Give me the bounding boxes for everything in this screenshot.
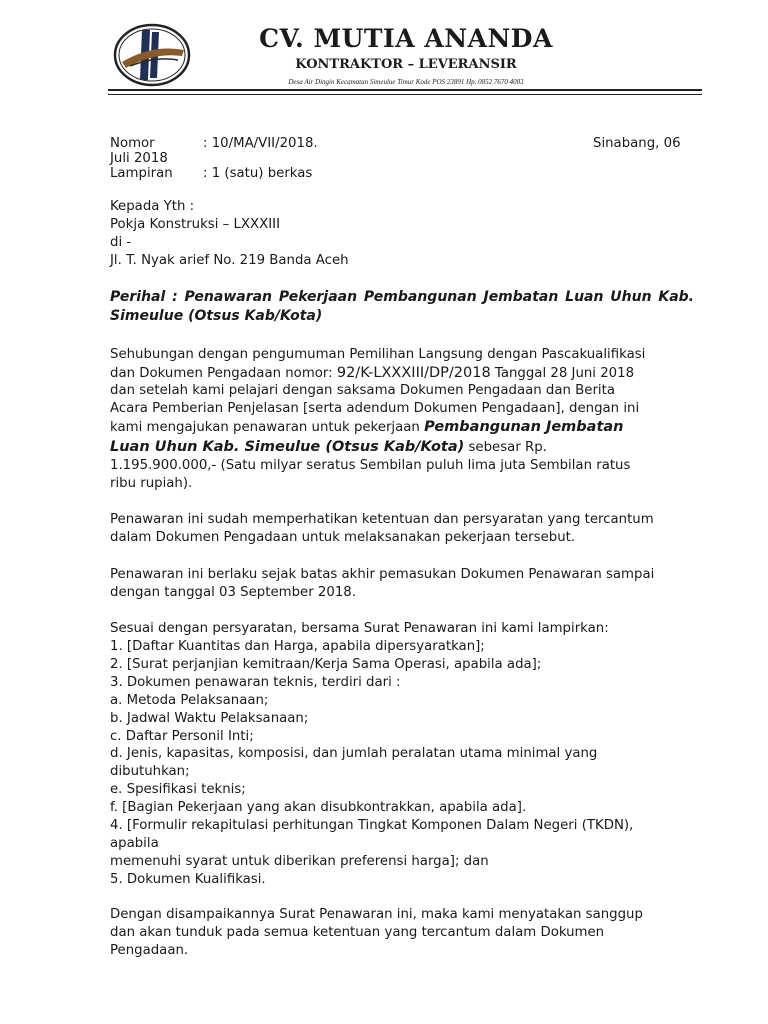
- company-address: Desa Air Dingin Kecamatan Simeulue Timur Kode POS 23891 Hp. 0852 7670 4083: [288, 78, 524, 86]
- list-item: b. Jadwal Waktu Pelaksanaan;: [110, 711, 309, 726]
- p1-line5: kami mengajukan penawaran untuk pekerjaan Pembangunan Jembatan: [110, 419, 624, 435]
- subject-line: Perihal : Penawaran Pekerjaan Pembangunan Jembatan Luan Uhun Kab. Simeulue (Otsus Kab/Kota): [110, 289, 694, 324]
- p1-line8: ribu rupiah).: [110, 476, 193, 491]
- list-item: 3. Dokumen penawaran teknis, terdiri dari :: [110, 675, 401, 690]
- closing-line1: Dengan disampaikannya Surat Penawaran ini, maka kami menyatakan sanggup: [110, 907, 643, 922]
- company-subtitle: KONTRAKTOR – LEVERANSIR: [295, 57, 517, 72]
- company-name: CV. MUTIA ANANDA: [259, 24, 553, 53]
- list-item: 2. [Surat perjanjian kemitraan/Kerja Sama Operasi, apabila ada];: [110, 657, 542, 672]
- recipient-name: Pokja Konstruksi – LXXXIII: [110, 217, 281, 232]
- attachments-intro: Sesuai dengan persyaratan, bersama Surat Penawaran ini kami lampirkan:: [110, 621, 609, 636]
- p1-line1: Sehubungan dengan pengumuman Pemilihan Langsung dengan Pascakualifikasi: [110, 347, 646, 362]
- p1-line7: 1.195.900.000,- (Satu milyar seratus Sembilan puluh lima juta Sembilan ratus: [110, 458, 631, 473]
- place-date-cont: Juli 2018: [110, 151, 168, 166]
- header-rule-thin: [108, 94, 702, 95]
- list-item: a. Metoda Pelaksanaan;: [110, 693, 269, 708]
- list-item-cont: memenuhi syarat untuk diberikan preferensi harga]; dan: [110, 854, 489, 869]
- place-date: Sinabang, 06: [593, 136, 681, 151]
- recipient-address: Jl. T. Nyak arief No. 219 Banda Aceh: [110, 253, 349, 268]
- project-name-part2: Luan Uhun Kab. Simeulue (Otsus Kab/Kota): [110, 439, 465, 455]
- recipient-greeting: Kepada Yth :: [110, 199, 195, 214]
- p1-line4: Acara Pemberian Penjelasan [serta adendum Dokumen Pengadaan], dengan ini: [110, 401, 640, 416]
- list-item: c. Daftar Personil Inti;: [110, 729, 254, 744]
- lampiran-label: Lampiran: [110, 166, 173, 181]
- list-item: 1. [Daftar Kuantitas dan Harga, apabila dipersyaratkan];: [110, 639, 485, 654]
- company-logo-icon: [112, 22, 192, 88]
- list-item: 5. Dokumen Kualifikasi.: [110, 872, 266, 887]
- closing-line2: dan akan tunduk pada semua ketentuan yang tercantum dalam Dokumen: [110, 925, 605, 940]
- p2-line1: Penawaran ini sudah memperhatikan ketentuan dan persyaratan yang tercantum: [110, 512, 654, 527]
- p1-line2: dan Dokumen Pengadaan nomor: 92/K-LXXXIII/DP/2018 Tanggal 28 Juni 2018: [110, 365, 635, 381]
- p2-line2: dalam Dokumen Pengadaan untuk melaksanakan pekerjaan tersebut.: [110, 530, 576, 545]
- dokumen-number: 92/K-LXXXIII/DP/2018: [336, 365, 491, 381]
- list-item: 4. [Formulir rekapitulasi perhitungan Tingkat Komponen Dalam Negeri (TKDN),: [110, 818, 634, 833]
- lampiran-value: : 1 (satu) berkas: [203, 166, 313, 181]
- p3-line1: Penawaran ini berlaku sejak batas akhir pemasukan Dokumen Penawaran sampai: [110, 567, 655, 582]
- header-rule-thick: [108, 89, 702, 91]
- list-item: d. Jenis, kapasitas, komposisi, dan jumlah peralatan utama minimal yang: [110, 746, 598, 761]
- list-item: f. [Bagian Pekerjaan yang akan disubkontrakkan, apabila ada].: [110, 800, 527, 815]
- p3-line2: dengan tanggal 03 September 2018.: [110, 585, 356, 600]
- recipient-di: di -: [110, 235, 132, 250]
- list-item-cont: apabila: [110, 836, 159, 851]
- closing-line3: Pengadaan.: [110, 943, 189, 958]
- list-item: e. Spesifikasi teknis;: [110, 782, 246, 797]
- p1-line6: Luan Uhun Kab. Simeulue (Otsus Kab/Kota) sebesar Rp.: [110, 439, 547, 455]
- p1-line3: dan setelah kami pelajari dengan saksama Dokumen Pengadaan dan Berita: [110, 383, 615, 398]
- nomor-label: Nomor: [110, 136, 155, 151]
- project-name-part1: Pembangunan Jembatan: [424, 419, 624, 435]
- list-item-cont: dibutuhkan;: [110, 764, 190, 779]
- nomor-value: : 10/MA/VII/2018.: [203, 136, 318, 151]
